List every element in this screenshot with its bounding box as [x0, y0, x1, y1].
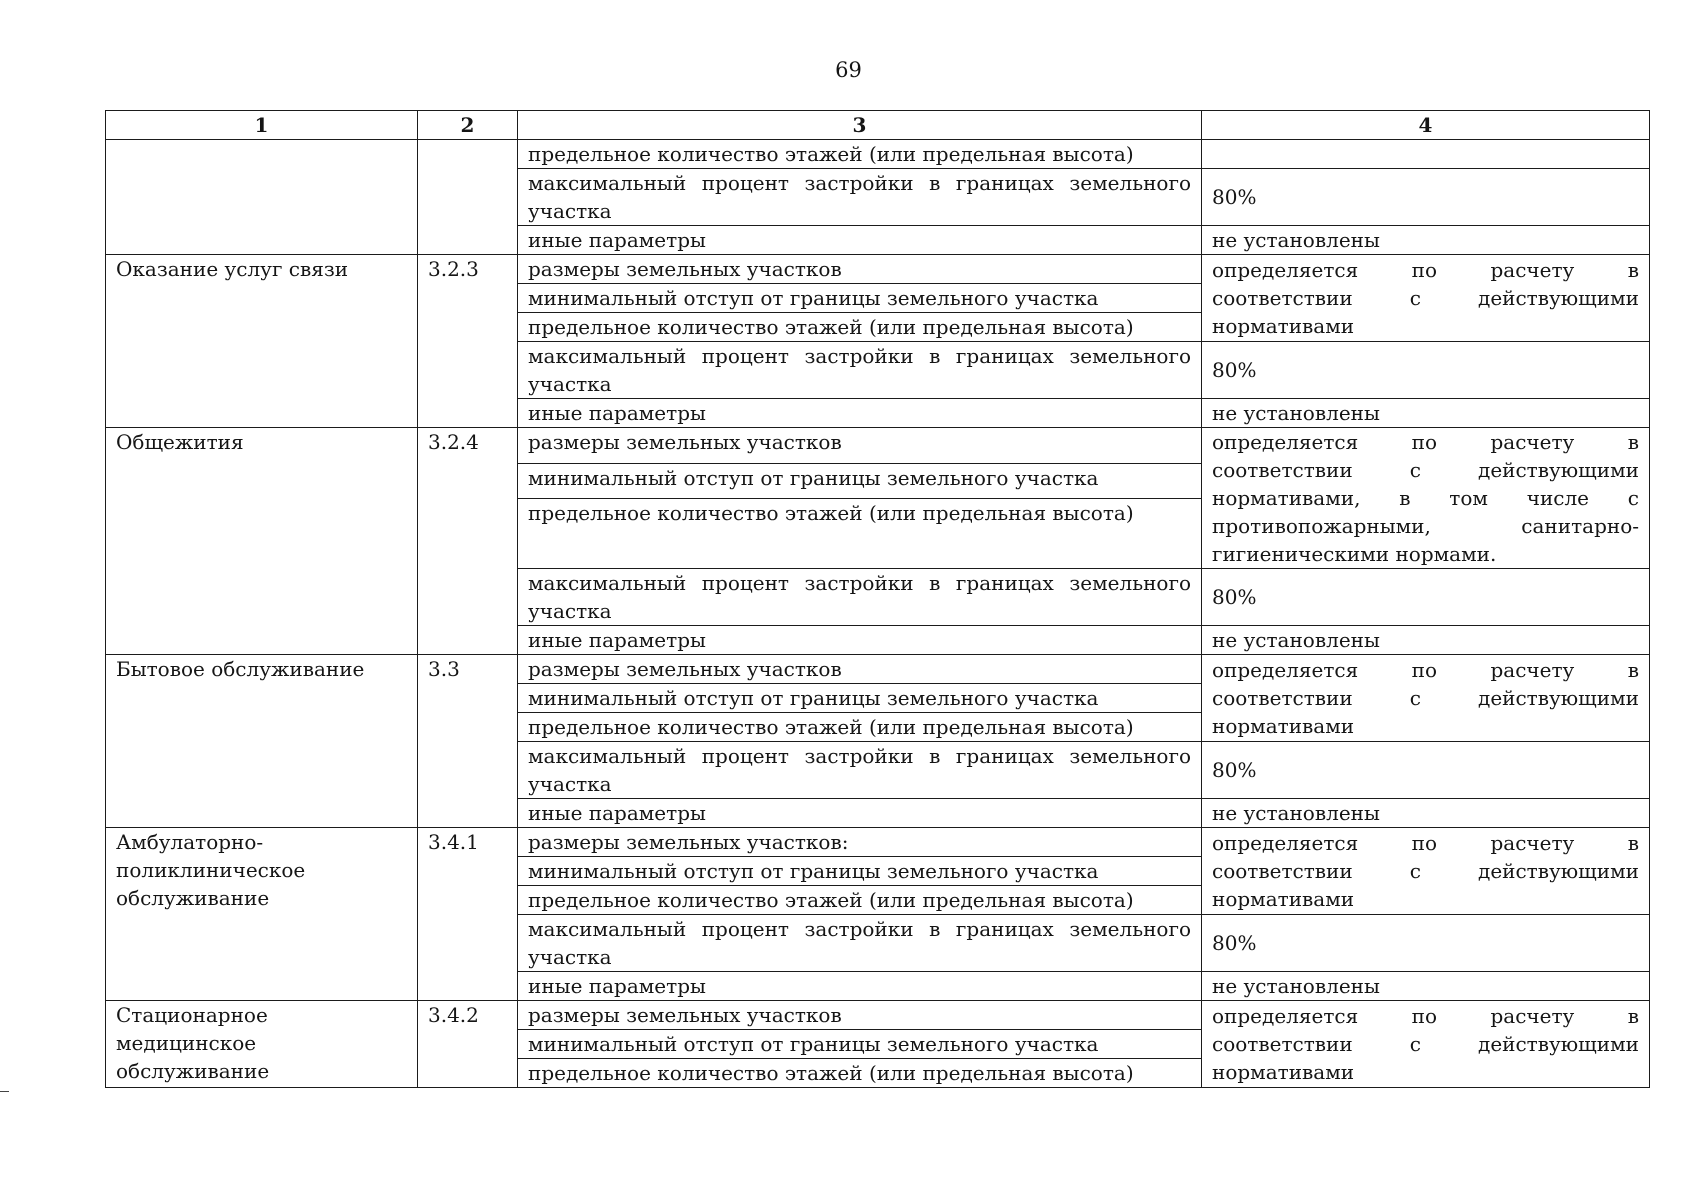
param-cell: иные параметры — [518, 626, 1202, 655]
param-cell: иные параметры — [518, 972, 1202, 1001]
value-cell: 80% — [1202, 569, 1650, 626]
scan-edge-mark — [0, 1091, 9, 1092]
table-header-row — [106, 111, 1650, 140]
param-cell: максимальный процент застройки в границах земельного участка — [518, 742, 1202, 799]
param-cell: максимальный процент застройки в границах земельного участка — [518, 342, 1202, 399]
use-name-cell: Амбулаторно-поликлиническое обслуживание — [106, 828, 418, 1001]
value-cell: 80% — [1202, 342, 1650, 399]
value-cell: определяется по расчету в соответствии с действующими нормативами — [1202, 828, 1650, 915]
value-cell: не установлены — [1202, 799, 1650, 828]
param-cell: размеры земельных участков — [518, 428, 1202, 464]
use-code-cell: 3.2.4 — [418, 428, 518, 655]
param-cell: предельное количество этажей (или предельная высота) — [518, 886, 1202, 915]
value-cell: не установлены — [1202, 399, 1650, 428]
use-code-cell: 3.4.2 — [418, 1001, 518, 1088]
value-cell: определяется по расчету в соответствии с действующими нормативами — [1202, 255, 1650, 342]
use-name-cell: Бытовое обслуживание — [106, 655, 418, 828]
use-name-cell: Стационарное медицинское обслуживание — [106, 1001, 418, 1088]
value-cell: определяется по расчету в соответствии с действующими нормативами — [1202, 655, 1650, 742]
param-cell: максимальный процент застройки в границах земельного участка — [518, 569, 1202, 626]
continuation-code-cell — [418, 140, 518, 255]
header-col-4: 4 — [1202, 111, 1650, 140]
continuation-name-cell — [106, 140, 418, 255]
value-cell: 80% — [1202, 915, 1650, 972]
value-cell — [1202, 140, 1650, 169]
param-cell: максимальный процент застройки в границах земельного участка — [518, 915, 1202, 972]
param-cell: размеры земельных участков — [518, 255, 1202, 284]
param-cell: предельное количество этажей (или предельная высота) — [518, 140, 1202, 169]
use-code-cell: 3.3 — [418, 655, 518, 828]
table-row — [106, 428, 1650, 464]
header-col-3: 3 — [518, 111, 1202, 140]
param-cell: иные параметры — [518, 226, 1202, 255]
table-row — [106, 255, 1650, 284]
param-cell: размеры земельных участков: — [518, 828, 1202, 857]
table-row — [106, 140, 1650, 169]
table-row — [106, 655, 1650, 684]
param-cell: предельное количество этажей (или предельная высота) — [518, 499, 1202, 569]
value-cell: определяется по расчету в соответствии с действующими нормативами, в том числе с противопожарными, санитарно-гигиеническими нормами. — [1202, 428, 1650, 569]
param-cell: предельное количество этажей (или предельная высота) — [518, 713, 1202, 742]
param-cell: минимальный отступ от границы земельного участка — [518, 684, 1202, 713]
param-cell: иные параметры — [518, 399, 1202, 428]
param-cell: размеры земельных участков — [518, 1001, 1202, 1030]
use-code-cell: 3.4.1 — [418, 828, 518, 1001]
param-cell: минимальный отступ от границы земельного участка — [518, 857, 1202, 886]
param-cell: максимальный процент застройки в границах земельного участка — [518, 169, 1202, 226]
use-name-cell: Общежития — [106, 428, 418, 655]
param-cell: предельное количество этажей (или предельная высота) — [518, 1059, 1202, 1088]
value-cell: не установлены — [1202, 972, 1650, 1001]
value-cell: не установлены — [1202, 226, 1650, 255]
use-code-cell: 3.2.3 — [418, 255, 518, 428]
value-cell: 80% — [1202, 169, 1650, 226]
param-cell: минимальный отступ от границы земельного участка — [518, 284, 1202, 313]
regulations-table-wrapper — [105, 110, 1650, 1088]
header-col-1: 1 — [106, 111, 418, 140]
param-cell: иные параметры — [518, 799, 1202, 828]
value-cell: определяется по расчету в соответствии с действующими нормативами — [1202, 1001, 1650, 1088]
header-col-2: 2 — [418, 111, 518, 140]
page-number: 69 — [835, 58, 862, 82]
use-name-cell: Оказание услуг связи — [106, 255, 418, 428]
value-cell: не установлены — [1202, 626, 1650, 655]
param-cell: минимальный отступ от границы земельного участка — [518, 463, 1202, 499]
table-row — [106, 1001, 1650, 1030]
param-cell: размеры земельных участков — [518, 655, 1202, 684]
table-row — [106, 828, 1650, 857]
param-cell: минимальный отступ от границы земельного участка — [518, 1030, 1202, 1059]
value-cell: 80% — [1202, 742, 1650, 799]
param-cell: предельное количество этажей (или предельная высота) — [518, 313, 1202, 342]
regulations-table — [105, 110, 1650, 1088]
